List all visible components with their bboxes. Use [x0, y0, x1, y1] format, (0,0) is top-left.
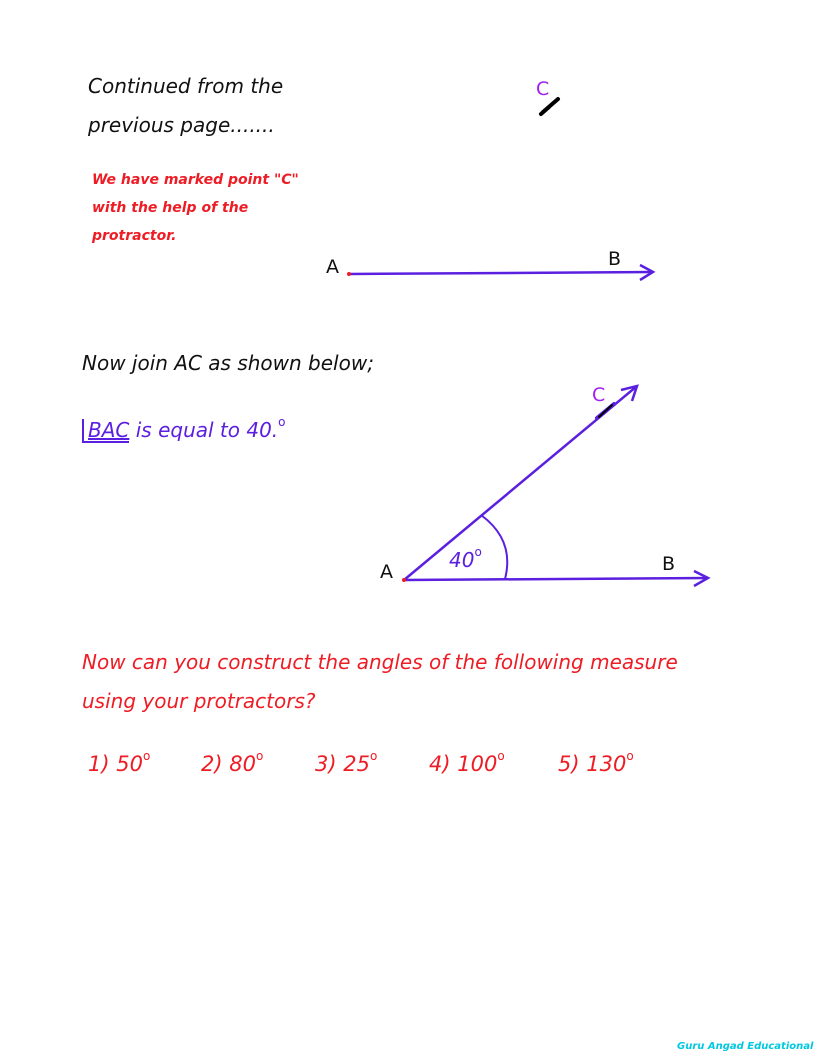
angle-statement	[82, 415, 286, 443]
angle-label	[449, 545, 482, 572]
angle-value: 40	[449, 548, 475, 572]
footer-credit: Guru Angad Educational	[677, 1041, 814, 1052]
angle-name: BAC	[88, 418, 130, 442]
angle-arc	[481, 515, 507, 579]
figure-1-label-b: B	[608, 248, 622, 270]
note-line-1: We have marked point "C"	[92, 172, 299, 188]
point-a-dot-1	[347, 272, 351, 276]
note-line-3: protractor.	[92, 228, 177, 244]
measure-4: 4) 100$^o$	[429, 749, 505, 776]
point-c-mark-1	[541, 99, 558, 114]
instruction-heading: Now join AC as shown below;	[82, 351, 374, 375]
note-line-2: with the help of the	[92, 200, 249, 216]
statement-degree: o	[278, 415, 286, 429]
question-line-2: using your protractors?	[82, 689, 316, 713]
ray-ab-1	[349, 272, 652, 274]
figure-2-label-b: B	[662, 553, 676, 575]
figure-2-label-a: A	[380, 561, 393, 583]
measure-1: 1) 50$^o$	[88, 749, 151, 776]
measure-5: 5) 130$^o$	[558, 749, 634, 776]
point-a-dot-2	[402, 578, 406, 582]
question-line-1: Now can you construct the angles of the following measure	[82, 650, 678, 674]
intro-line-1: Continued from the	[88, 74, 284, 98]
intro-line-2: previous page.......	[88, 113, 275, 137]
measure-3: 3) 25$^o$	[315, 749, 378, 776]
angle-degree: o	[474, 545, 482, 559]
statement-text: is equal to 40.	[129, 418, 279, 442]
figure-1-label-c: C	[536, 78, 550, 100]
figure-1-label-a: A	[326, 256, 339, 278]
angle-symbol	[82, 419, 129, 443]
measure-2: 2) 80$^o$	[201, 749, 264, 776]
ray-ab-2	[404, 578, 708, 580]
figure-2-label-c: C	[592, 384, 606, 406]
